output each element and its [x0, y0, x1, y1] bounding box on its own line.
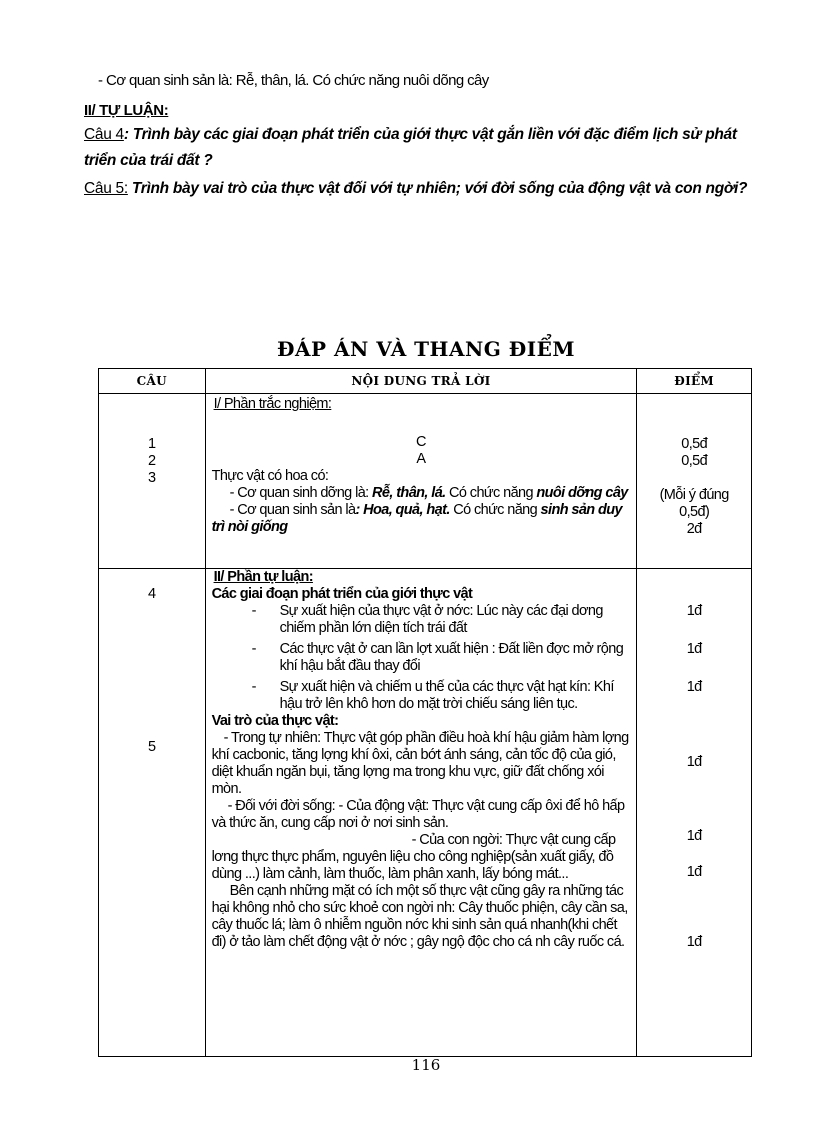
score-1: 0,5đ — [681, 436, 708, 452]
q4-score-1: 1đ — [686, 603, 702, 619]
part1-content — [205, 394, 637, 569]
q4-title: Các giai đoạn phát triển của giới thực vật — [211, 586, 473, 602]
q3-a-mid: Có chức năng — [445, 485, 537, 501]
q5-score-3: 1đ — [686, 864, 702, 880]
q5-score-4: 1đ — [686, 934, 702, 950]
page-number: 116 — [411, 1056, 441, 1074]
q4-item-3-text: Sự xuất hiện và chiếm u thế của các thực vật hạt kín: Khí hậu trở lên khô hơn do mặt trời chiếu sáng liên tục. — [279, 679, 614, 712]
q5-paragraph-4: Bên cạnh những mặt có ích một số thực vật cũng gây ra những tác hại không nhỏ cho sức khoẻ con ngời nh: Cây thuốc phiện, cây cần sa, cây thuốc lá; làm ô nhiễm nguồn nớc khi sinh sản quá nhanh(khi chết đi) ở tảo làm chết động vật ở nớc ; gây ngộ độc cho cá nh cây ruốc cá. — [211, 883, 628, 950]
q3-intro: Thực vật có hoa có: — [211, 468, 329, 484]
part1-numbers — [99, 394, 206, 569]
q5-score-1: 1đ — [686, 754, 702, 770]
q4-item-3: - Sự xuất hiện và chiếm u thế của các thực vật hạt kín: Khí hậu trở lên khô hơn do mặt trời chiếu sáng liên tục. — [206, 679, 637, 713]
number-5: 5 — [148, 739, 156, 755]
answer-2: A — [416, 451, 426, 467]
q3-a-bold: Rễ, thân, lá. — [372, 485, 446, 501]
answer-table — [98, 368, 752, 1057]
question-5 — [84, 176, 764, 202]
q4-item-1: - Sự xuất hiện của thực vật ở nớc: Lúc này các đại dơng chiếm phần lớn diện tích trái đất — [206, 603, 637, 637]
score-3: 2đ — [686, 521, 702, 537]
q3-b-mid: Có chức năng — [449, 502, 541, 518]
part2-content — [205, 569, 637, 1057]
question-5-label: Câu 5: — [84, 180, 128, 197]
q3-a-bold2: nuôi dỡng cây — [536, 485, 628, 501]
header-diem: ĐIỂM — [637, 369, 752, 394]
answer-1: C — [416, 434, 426, 450]
question-4 — [84, 122, 764, 174]
q3-item-a — [206, 485, 637, 502]
q5-paragraph-3: - Của con ngời: Thực vật cung cấp lơng thực thực phẩm, nguyên liệu cho công nghiệp(sản xuất giấy, đồ dùng ...) làm cảnh, làm thuốc, làm phân xanh, lấy bóng mát... — [211, 832, 616, 882]
answer-row-part2 — [99, 569, 752, 1057]
header-noi-dung: NỘI DUNG TRẢ LỜI — [205, 369, 637, 394]
q5-paragraph-2: - Đối với đời sống: - Của động vật: Thực vật cung cấp ôxi để hô hấp và thức ăn, cung cấp nơi ở nơi sinh sản. — [211, 798, 625, 831]
section-heading-tu-luan: II/ TỰ LUẬN: — [84, 102, 169, 119]
part2-scores — [637, 569, 752, 1057]
q3-b-bold2: sinh sản duy trì nòi giống — [211, 502, 622, 535]
q4-item-2-text: Các thực vật ở can lần lợt xuất hiện : Đất liền đợc mở rộng khí hậu bắt đầu thay đổi — [279, 641, 624, 674]
q5-paragraph-1: - Trong tự nhiên: Thực vật góp phần điều hoà khí hậu giảm hàm lợng khí cacbonic, tăng lợng khí ôxi, cản bớt ánh sáng, cản tốc độ của gió, diệt khuẩn ngăn bụi, tăng lợng ma trong khu vực, giữ đất chống xói mòn. — [211, 730, 629, 797]
q3-b-bold: : Hoa, quả, hạt. — [355, 502, 450, 518]
number-2: 2 — [148, 453, 156, 469]
question-4-label: Câu 4 — [84, 126, 124, 143]
answer-table-header — [99, 369, 752, 394]
q3-item-b — [206, 502, 637, 536]
part1-heading: I/ Phần trắc nghiệm: — [213, 396, 332, 412]
q5-title: Vai trò của thực vật: — [211, 713, 339, 729]
answer-title: ĐÁP ÁN VÀ THANG ĐIỂM — [276, 337, 576, 361]
q3-a-text: - Cơ quan sinh dỡng là: — [229, 485, 373, 501]
q4-item-2: - Các thực vật ở can lần lợt xuất hiện : Đất liền đợc mở rộng khí hậu bắt đầu thay đổi — [206, 641, 637, 675]
header-cau: CÂU — [99, 369, 206, 394]
question-5-text: Trình bày vai trò của thực vật đối với tự nhiên; với đời sống của động vật và con ngời? — [127, 180, 748, 197]
part2-numbers — [99, 569, 206, 1057]
intro-line: - Cơ quan sinh sản là: Rễ, thân, lá. Có chức năng nuôi dõng cây — [98, 72, 489, 89]
number-3: 3 — [148, 470, 156, 486]
part1-scores — [637, 394, 752, 569]
answer-row-part1 — [99, 394, 752, 569]
part2-heading: II/ Phần tự luận: — [213, 569, 313, 585]
score-3-note: (Mỗi ý đúng 0,5đ) — [659, 487, 729, 520]
score-2: 0,5đ — [681, 453, 708, 469]
q3-b-text: - Cơ quan sinh sản là — [229, 502, 356, 518]
number-4: 4 — [148, 586, 156, 602]
q5-score-2: 1đ — [686, 828, 702, 844]
q4-score-2: 1đ — [686, 641, 702, 657]
question-4-text: : Trình bày các giai đoạn phát triển của giới thực vật gắn liền với đặc điểm lịch sử phát triển của trái đất ? — [84, 126, 737, 169]
q4-item-1-text: Sự xuất hiện của thực vật ở nớc: Lúc này các đại dơng chiếm phần lớn diện tích trái đất — [279, 603, 603, 636]
number-1: 1 — [148, 436, 156, 452]
q4-score-3: 1đ — [686, 679, 702, 695]
